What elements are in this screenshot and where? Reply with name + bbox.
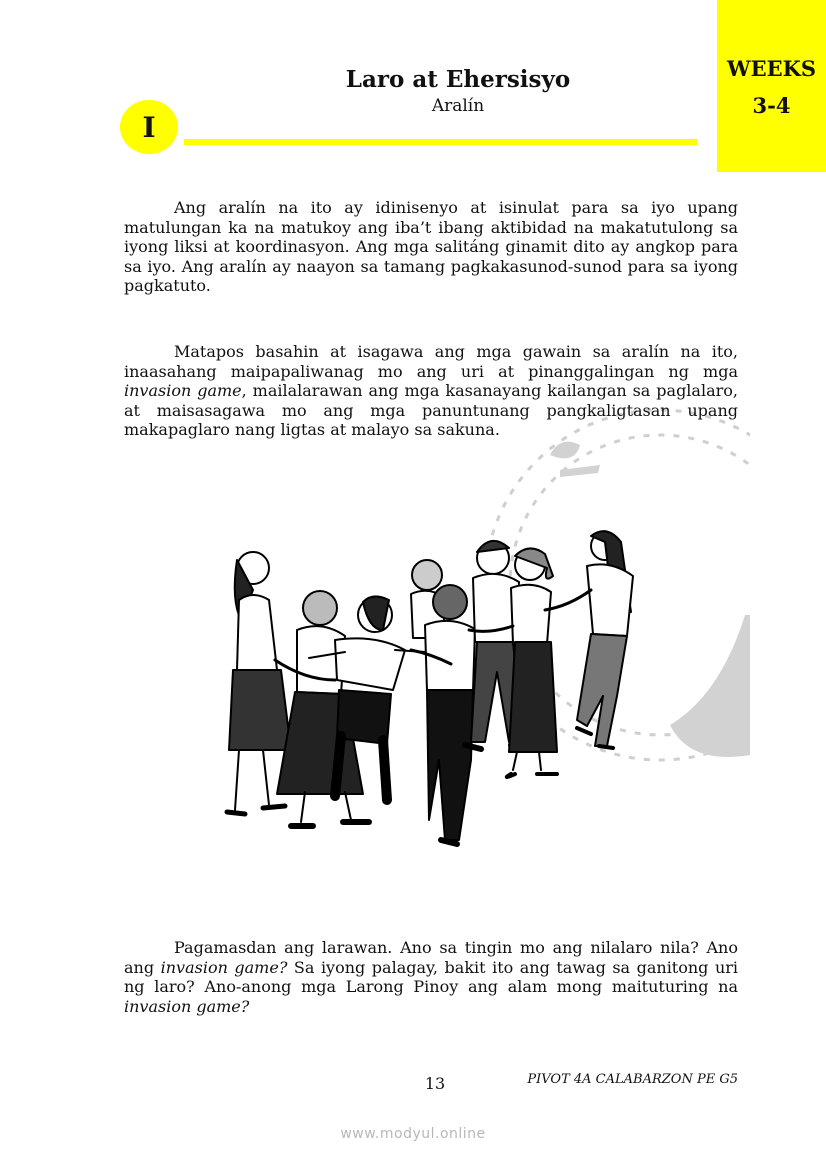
page-title: Laro at Ehersisyo	[345, 66, 571, 93]
page-subtitle: Aralín	[431, 96, 485, 116]
objectives-text-1: Matapos basahin at isagawa ang mga gawain sa aralín na ito, inaasahang maipapaliwanag mo ang uri at pinanggalingan ng mga	[124, 342, 738, 381]
section-letter-badge	[120, 100, 178, 154]
question-term-2: invasion game?	[124, 996, 250, 1016]
weeks-label: WEEKS	[726, 56, 816, 81]
objectives-term: invasion game	[124, 381, 242, 400]
question-paragraph	[124, 938, 738, 1016]
intro-paragraph: Ang aralín na ito ay idinisenyo at isinulat para sa iyo upang matulungan ka na matukoy ang iba’t ibang aktibidad na makatutulong sa iyong liksi at koordinasyon. Ang mga salitáng ginamit dito ay angkop para sa iyo. Ang aralín ay naayon sa tamang pagkakasunod-sunod para sa iyong pagkatuto.	[124, 198, 738, 295]
objectives-text-2: , mailalarawan ang mga kasanayang kailangan sa paglalaro, at maisasagawa mo ang mga panuntunang pangkaligtasan upang makapaglaro nang ligtas at malayo sa sakuna.	[124, 381, 738, 439]
question-text-2: Sa iyong palagay, bakit ito ang tawag sa ganitong uri ng laro? Ano-anong mga Larong Pinoy ang alam mong maituturing na	[124, 957, 739, 996]
section-letter: I	[142, 110, 156, 144]
page-number: 13	[424, 1074, 446, 1093]
site-watermark: www.modyul.online	[340, 1126, 486, 1142]
footer-credit: PIVOT 4A CALABARZON PE G5	[527, 1072, 738, 1087]
children-playing-illustration	[215, 530, 650, 855]
weeks-badge	[717, 0, 826, 172]
title-underline	[184, 139, 697, 145]
question-term-1: invasion game?	[160, 957, 288, 977]
weeks-range: 3-4	[752, 93, 791, 118]
objectives-paragraph	[124, 342, 738, 440]
question-text-1: Pagamasdan ang larawan. Ano sa tingin mo ang nilalaro nila? Ano ang	[124, 938, 738, 977]
